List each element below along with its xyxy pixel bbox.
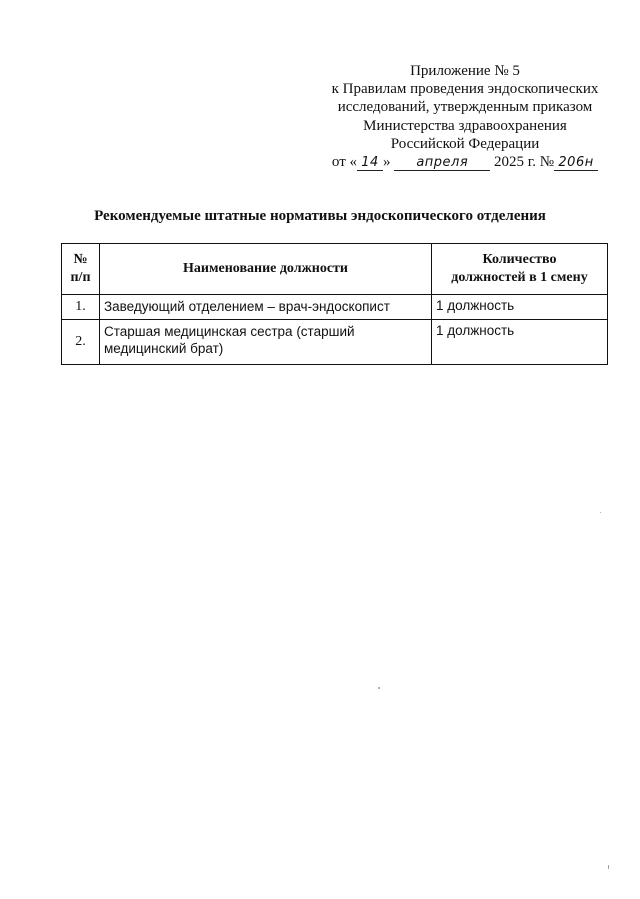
- header-quantity: [432, 244, 608, 295]
- header-number: [62, 244, 100, 295]
- order-year: 2025 г. №: [494, 154, 555, 171]
- order-date-line: [316, 153, 614, 171]
- staffing-table: [61, 243, 608, 365]
- scan-speck: [378, 687, 380, 689]
- table-header-row: [62, 244, 608, 295]
- appendix-header: [316, 62, 614, 171]
- table-row: [62, 295, 608, 320]
- header-position-name: Наименование должности: [100, 244, 432, 295]
- appendix-ministry: Министерства здравоохранения: [363, 117, 567, 134]
- position-name: Старшая медицинская сестра (старший медицинский брат): [100, 320, 432, 365]
- appendix-approval: исследований, утвержденным приказом: [337, 99, 593, 116]
- order-month-handwritten: апреля: [394, 155, 490, 171]
- header-number-symbol: №: [73, 252, 88, 267]
- row-number: 2.: [62, 320, 100, 365]
- appendix-rules-reference: к Правилам проведения эндоскопических: [331, 81, 599, 98]
- order-number-handwritten: 206н: [554, 155, 598, 171]
- date-prefix: от «: [331, 154, 358, 171]
- position-name: Заведующий отделением – врач-эндоскопист: [100, 295, 432, 320]
- appendix-number: Приложение № 5: [410, 63, 520, 79]
- header-quantity-line1: Количество: [482, 252, 557, 267]
- date-quote-close: »: [383, 154, 391, 171]
- document-title: Рекомендуемые штатные нормативы эндоскопического отделения: [94, 208, 546, 224]
- position-quantity: 1 должность: [432, 320, 608, 365]
- header-quantity-line2: должностей в 1 смену: [451, 270, 588, 285]
- appendix-federation: Российской Федерации: [390, 135, 540, 152]
- row-number: 1.: [62, 295, 100, 320]
- scan-speck: [608, 865, 609, 869]
- table-row: [62, 320, 608, 365]
- header-number-abbrev: п/п: [70, 270, 91, 285]
- position-quantity: 1 должность: [432, 295, 608, 320]
- order-day-handwritten: 14: [357, 155, 383, 171]
- scan-speck: [600, 512, 601, 513]
